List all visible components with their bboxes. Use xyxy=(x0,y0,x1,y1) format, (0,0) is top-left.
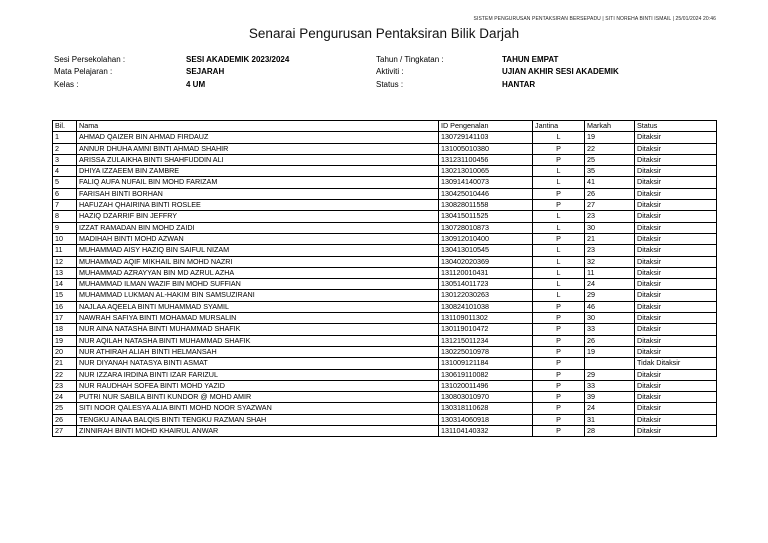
cell-id: 131104140332 xyxy=(439,426,533,437)
cell-id: 130318110628 xyxy=(439,403,533,414)
cell-id: 130619110082 xyxy=(439,369,533,380)
cell-bil: 13 xyxy=(53,267,77,278)
cell-markah: 28 xyxy=(585,426,635,437)
cell-nama: MUHAMMAD AQIF MIKHAIL BIN MOHD NAZRI xyxy=(77,256,439,267)
cell-markah: 39 xyxy=(585,392,635,403)
cell-bil: 1 xyxy=(53,132,77,143)
cell-status: Ditaksir xyxy=(635,414,717,425)
cell-markah: 23 xyxy=(585,245,635,256)
tahun-value: TAHUN EMPAT xyxy=(502,54,559,64)
meta-row-1 xyxy=(54,53,714,66)
table-header-row xyxy=(53,121,717,132)
cell-bil: 5 xyxy=(53,177,77,188)
cell-jantina: L xyxy=(533,222,585,233)
cell-markah: 24 xyxy=(585,279,635,290)
table-row xyxy=(53,335,717,346)
cell-status: Ditaksir xyxy=(635,392,717,403)
cell-status: Ditaksir xyxy=(635,324,717,335)
cell-markah: 32 xyxy=(585,256,635,267)
student-table xyxy=(52,120,717,437)
cell-nama: NUR RAUDHAH SOFEA BINTI MOHD YAZID xyxy=(77,380,439,391)
cell-nama: NUR AQILAH NATASHA BINTI MUHAMMAD SHAFIK xyxy=(77,335,439,346)
cell-nama: MUHAMMAD LUKMAN AL-HAKIM BIN SAMSUZIRANI xyxy=(77,290,439,301)
sesi-label: Sesi Persekolahan : xyxy=(54,54,126,64)
cell-markah: 26 xyxy=(585,335,635,346)
cell-id: 131109011302 xyxy=(439,313,533,324)
cell-id: 131005010380 xyxy=(439,143,533,154)
cell-jantina: L xyxy=(533,166,585,177)
cell-jantina: P xyxy=(533,403,585,414)
cell-status: Ditaksir xyxy=(635,380,717,391)
cell-jantina: P xyxy=(533,380,585,391)
tahun-label: Tahun / Tingkatan : xyxy=(376,54,444,64)
cell-status: Ditaksir xyxy=(635,132,717,143)
cell-bil: 4 xyxy=(53,166,77,177)
table-row xyxy=(53,188,717,199)
table-row xyxy=(53,426,717,437)
column-header-jantina: Jantina xyxy=(533,121,585,132)
cell-markah: 19 xyxy=(585,132,635,143)
table-row xyxy=(53,267,717,278)
meta-row-3 xyxy=(54,78,714,91)
cell-markah: 30 xyxy=(585,313,635,324)
table-row xyxy=(53,177,717,188)
cell-jantina: P xyxy=(533,200,585,211)
table-row xyxy=(53,256,717,267)
cell-bil: 12 xyxy=(53,256,77,267)
cell-bil: 2 xyxy=(53,143,77,154)
mata-pelajaran-label: Mata Pelajaran : xyxy=(54,67,113,77)
cell-jantina: P xyxy=(533,154,585,165)
table-row xyxy=(53,233,717,244)
cell-nama: HAZIQ DZARRIF BIN JEFFRY xyxy=(77,211,439,222)
cell-status: Ditaksir xyxy=(635,143,717,154)
cell-status: Ditaksir xyxy=(635,290,717,301)
cell-status: Ditaksir xyxy=(635,256,717,267)
cell-bil: 17 xyxy=(53,313,77,324)
cell-jantina: L xyxy=(533,132,585,143)
cell-markah: 11 xyxy=(585,267,635,278)
cell-status: Ditaksir xyxy=(635,426,717,437)
cell-nama: NAWRAH SAFIYA BINTI MOHAMAD MURSALIN xyxy=(77,313,439,324)
page-title: Senarai Pengurusan Pentaksiran Bilik Darjah xyxy=(248,26,520,41)
cell-bil: 20 xyxy=(53,346,77,357)
cell-jantina: L xyxy=(533,290,585,301)
cell-jantina: P xyxy=(533,358,585,369)
table-row xyxy=(53,324,717,335)
cell-id: 131231100456 xyxy=(439,154,533,165)
cell-status: Ditaksir xyxy=(635,346,717,357)
table-body xyxy=(53,132,717,437)
cell-nama: NUR AINA NATASHA BINTI MUHAMMAD SHAFIK xyxy=(77,324,439,335)
cell-markah: 27 xyxy=(585,200,635,211)
cell-id: 130824101038 xyxy=(439,301,533,312)
cell-nama: MUHAMMAD AISY HAZIQ BIN SAIFUL NIZAM xyxy=(77,245,439,256)
cell-status: Ditaksir xyxy=(635,188,717,199)
cell-markah: 19 xyxy=(585,346,635,357)
cell-id: 130415011525 xyxy=(439,211,533,222)
cell-jantina: P xyxy=(533,392,585,403)
column-header-status: Status xyxy=(635,121,717,132)
cell-jantina: P xyxy=(533,313,585,324)
cell-bil: 16 xyxy=(53,301,77,312)
cell-nama: NUR DIYANAH NATASYA BINTI ASMAT xyxy=(77,358,439,369)
cell-jantina: P xyxy=(533,369,585,380)
cell-status: Ditaksir xyxy=(635,369,717,380)
cell-id: 130514011723 xyxy=(439,279,533,290)
cell-nama: MADIHAH BINTI MOHD AZWAN xyxy=(77,233,439,244)
cell-jantina: P xyxy=(533,188,585,199)
cell-status: Ditaksir xyxy=(635,267,717,278)
cell-markah: 21 xyxy=(585,233,635,244)
cell-jantina: L xyxy=(533,245,585,256)
cell-bil: 21 xyxy=(53,358,77,369)
cell-id: 130803010970 xyxy=(439,392,533,403)
cell-id: 131215011234 xyxy=(439,335,533,346)
cell-nama: MUHAMMAD AZRAYYAN BIN MD AZRUL AZHA xyxy=(77,267,439,278)
table-row xyxy=(53,392,717,403)
cell-status: Ditaksir xyxy=(635,279,717,290)
cell-nama: HAFUZAH QHAIRINA BINTI ROSLEE xyxy=(77,200,439,211)
cell-nama: IZZAT RAMADAN BIN MOHD ZAIDI xyxy=(77,222,439,233)
cell-id: 130828011558 xyxy=(439,200,533,211)
table-row xyxy=(53,313,717,324)
kelas-value: 4 UM xyxy=(186,79,206,89)
cell-markah: 31 xyxy=(585,414,635,425)
cell-jantina: P xyxy=(533,324,585,335)
cell-status: Ditaksir xyxy=(635,166,717,177)
cell-markah: 35 xyxy=(585,166,635,177)
cell-markah: 30 xyxy=(585,222,635,233)
cell-id: 131020011496 xyxy=(439,380,533,391)
cell-bil: 6 xyxy=(53,188,77,199)
cell-status: Ditaksir xyxy=(635,301,717,312)
cell-nama: FALIQ AUFA NUFAIL BIN MOHD FARIZAM xyxy=(77,177,439,188)
cell-jantina: L xyxy=(533,279,585,290)
cell-markah: 23 xyxy=(585,211,635,222)
cell-nama: TENGKU AINAA BALQIS BINTI TENGKU RAZMAN SHAH xyxy=(77,414,439,425)
cell-markah: 33 xyxy=(585,380,635,391)
cell-bil: 10 xyxy=(53,233,77,244)
cell-id: 130314060918 xyxy=(439,414,533,425)
cell-nama: SITI NOOR QALESYA ALIA BINTI MOHD NOOR SYAZWAN xyxy=(77,403,439,414)
cell-id: 130119010472 xyxy=(439,324,533,335)
cell-id: 130122030263 xyxy=(439,290,533,301)
cell-nama: AHMAD QAIZER BIN AHMAD FIRDAUZ xyxy=(77,132,439,143)
cell-markah: 41 xyxy=(585,177,635,188)
cell-jantina: L xyxy=(533,267,585,278)
cell-bil: 18 xyxy=(53,324,77,335)
column-header-nama: Nama xyxy=(77,121,439,132)
table-row xyxy=(53,369,717,380)
cell-nama: PUTRI NUR SABILA BINTI KUNDOR @ MOHD AMIR xyxy=(77,392,439,403)
table-row xyxy=(53,346,717,357)
cell-jantina: P xyxy=(533,335,585,346)
table-row xyxy=(53,358,717,369)
cell-status: Ditaksir xyxy=(635,222,717,233)
table-row xyxy=(53,290,717,301)
cell-bil: 7 xyxy=(53,200,77,211)
table-row xyxy=(53,222,717,233)
cell-id: 130213010065 xyxy=(439,166,533,177)
table-row xyxy=(53,143,717,154)
status-value: HANTAR xyxy=(502,79,536,89)
cell-bil: 19 xyxy=(53,335,77,346)
cell-markah: 24 xyxy=(585,403,635,414)
report-header-line: SISTEM PENGURUSAN PENTAKSIRAN BERSEPADU | SITI NOREHA BINTI ISMAIL | 25/01/2024 20:46 xyxy=(473,16,716,22)
sesi-value: SESI AKADEMIK 2023/2024 xyxy=(186,54,290,64)
cell-bil: 27 xyxy=(53,426,77,437)
cell-bil: 25 xyxy=(53,403,77,414)
cell-status: Ditaksir xyxy=(635,154,717,165)
cell-status: Ditaksir xyxy=(635,211,717,222)
cell-bil: 15 xyxy=(53,290,77,301)
column-header-markah: Markah xyxy=(585,121,635,132)
table-row xyxy=(53,403,717,414)
table-row xyxy=(53,132,717,143)
cell-id: 130402020369 xyxy=(439,256,533,267)
cell-jantina: P xyxy=(533,301,585,312)
cell-status: Tidak Ditaksir xyxy=(635,358,717,369)
cell-markah: 46 xyxy=(585,301,635,312)
cell-id: 131120010431 xyxy=(439,267,533,278)
cell-jantina: P xyxy=(533,426,585,437)
cell-nama: ANNUR DHUHA AMNI BINTI AHMAD SHAHIR xyxy=(77,143,439,154)
cell-id: 130225010978 xyxy=(439,346,533,357)
cell-id: 130912010400 xyxy=(439,233,533,244)
status-label: Status : xyxy=(376,79,404,89)
cell-nama: ARISSA ZULAIKHA BINTI SHAHFUDDIN ALI xyxy=(77,154,439,165)
cell-markah xyxy=(585,358,635,369)
cell-markah: 22 xyxy=(585,143,635,154)
cell-jantina: P xyxy=(533,143,585,154)
cell-status: Ditaksir xyxy=(635,200,717,211)
table-row xyxy=(53,301,717,312)
cell-bil: 8 xyxy=(53,211,77,222)
cell-nama: DHIYA IZZAEEM BIN ZAMBRE xyxy=(77,166,439,177)
cell-jantina: P xyxy=(533,346,585,357)
cell-jantina: L xyxy=(533,256,585,267)
cell-bil: 22 xyxy=(53,369,77,380)
aktiviti-label: Aktiviti : xyxy=(376,67,404,77)
cell-status: Ditaksir xyxy=(635,335,717,346)
report-metadata xyxy=(54,53,714,91)
cell-bil: 24 xyxy=(53,392,77,403)
cell-markah: 29 xyxy=(585,290,635,301)
column-header-bil: Bil. xyxy=(53,121,77,132)
cell-status: Ditaksir xyxy=(635,313,717,324)
cell-id: 130729141103 xyxy=(439,132,533,143)
cell-id: 130425010446 xyxy=(439,188,533,199)
cell-nama: NUR ATHIRAH ALIAH BINTI HELMANSAH xyxy=(77,346,439,357)
cell-nama: NAJLAA AQEELA BINTI MUHAMMAD SYAMIL xyxy=(77,301,439,312)
cell-nama: NUR IZZARA IRDINA BINTI IZAR FARIZUL xyxy=(77,369,439,380)
cell-nama: MUHAMMAD ILMAN WAZIF BIN MOHD SUFFIAN xyxy=(77,279,439,290)
cell-nama: ZINNIRAH BINTI MOHD KHAIRUL ANWAR xyxy=(77,426,439,437)
cell-id: 130413010545 xyxy=(439,245,533,256)
cell-bil: 9 xyxy=(53,222,77,233)
table-row xyxy=(53,245,717,256)
cell-bil: 26 xyxy=(53,414,77,425)
table-row xyxy=(53,380,717,391)
cell-status: Ditaksir xyxy=(635,245,717,256)
cell-id: 130728010873 xyxy=(439,222,533,233)
kelas-label: Kelas : xyxy=(54,79,79,89)
cell-markah: 29 xyxy=(585,369,635,380)
column-header-id: ID Pengenalan xyxy=(439,121,533,132)
cell-bil: 14 xyxy=(53,279,77,290)
cell-status: Ditaksir xyxy=(635,177,717,188)
cell-status: Ditaksir xyxy=(635,233,717,244)
cell-jantina: L xyxy=(533,177,585,188)
cell-id: 131009121184 xyxy=(439,358,533,369)
table-row xyxy=(53,154,717,165)
table-row xyxy=(53,279,717,290)
table-row xyxy=(53,211,717,222)
cell-bil: 3 xyxy=(53,154,77,165)
cell-jantina: P xyxy=(533,414,585,425)
cell-jantina: P xyxy=(533,233,585,244)
cell-nama: FARISAH BINTI BORHAN xyxy=(77,188,439,199)
mata-pelajaran-value: SEJARAH xyxy=(186,67,225,77)
meta-row-2 xyxy=(54,66,714,79)
cell-bil: 23 xyxy=(53,380,77,391)
table-row xyxy=(53,200,717,211)
cell-markah: 25 xyxy=(585,154,635,165)
cell-jantina: L xyxy=(533,211,585,222)
table-row xyxy=(53,414,717,425)
cell-bil: 11 xyxy=(53,245,77,256)
cell-markah: 26 xyxy=(585,188,635,199)
cell-id: 130914140073 xyxy=(439,177,533,188)
table-row xyxy=(53,166,717,177)
cell-markah: 33 xyxy=(585,324,635,335)
cell-status: Ditaksir xyxy=(635,403,717,414)
aktiviti-value: UJIAN AKHIR SESI AKADEMIK xyxy=(502,67,619,77)
